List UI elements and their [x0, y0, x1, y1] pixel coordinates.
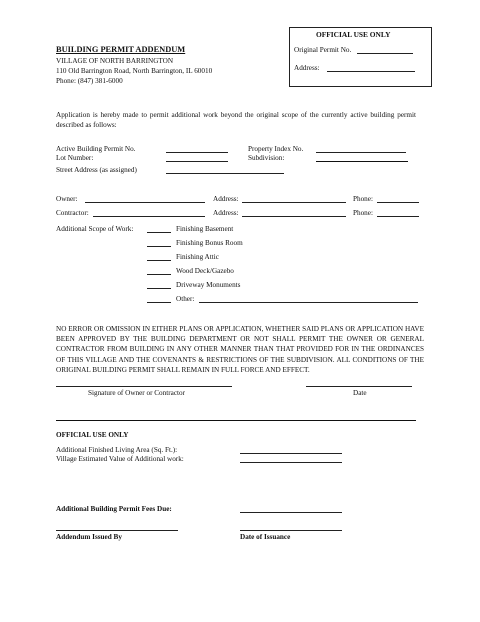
scope-label: Additional Scope of Work: [56, 225, 134, 233]
scope-item-bonus-room: Finishing Bonus Room [176, 239, 243, 247]
signature-date-field[interactable] [306, 386, 412, 387]
estimated-value-label: Village Estimated Value of Additional work: [56, 455, 184, 463]
village-street: 110 Old Barrington Road, North Barrington, IL 60010 [56, 67, 213, 75]
contractor-field[interactable] [93, 216, 205, 217]
contractor-phone-field[interactable] [377, 216, 419, 217]
official-address-label: Address: [294, 64, 320, 72]
issued-by-field[interactable] [56, 530, 178, 531]
owner-field[interactable] [85, 202, 205, 203]
disclaimer-paragraph: NO ERROR OR OMISSION IN EITHER PLANS OR APPLICATION, WHETHER SAID PLANS OR APPLICATION HAVE BEEN APPROVED BY THE BUILDING DEPARTMENT OR NOT SHALL PERMIT THE OWNER OR GENERAL CONTRACTOR FROM BUILDING IN ANY OTHER MANNER THAN THAT PROVIDED FOR IN THE ORDINANCES OF THIS VILLAGE AND THE COVENANTS & RESTRICTIONS OF THE SUBDIVISION. ALL CONDITIONS OF THE ORIGINAL BUILDING PERMIT SHALL REMAIN IN FULL FORCE AND EFFECT. [56, 325, 424, 374]
subdivision-field[interactable] [316, 161, 408, 162]
scope-check-basement[interactable] [147, 232, 171, 233]
street-address-label: Street Address (as assigned) [56, 166, 137, 174]
official-bottom-title: OFFICIAL USE ONLY [56, 431, 129, 439]
owner-phone-field[interactable] [377, 202, 419, 203]
village-name: VILLAGE OF NORTH BARRINGTON [56, 57, 174, 65]
scope-item-attic: Finishing Attic [176, 253, 219, 261]
section-divider [56, 420, 416, 421]
original-permit-label: Original Permit No. [294, 46, 352, 54]
issuance-date-field[interactable] [240, 530, 342, 531]
scope-item-driveway: Driveway Monuments [176, 281, 241, 289]
active-permit-field[interactable] [166, 152, 228, 153]
scope-check-attic[interactable] [147, 260, 171, 261]
subdivision-label: Subdivision: [248, 154, 285, 162]
permit-fees-label: Additional Building Permit Fees Due: [56, 505, 172, 513]
living-area-field[interactable] [240, 453, 342, 454]
owner-address-field[interactable] [242, 202, 346, 203]
contractor-phone-label: Phone: [353, 209, 373, 217]
street-address-field[interactable] [166, 173, 284, 174]
owner-address-label: Address: [213, 195, 239, 203]
signature-date-label: Date [353, 389, 367, 397]
owner-signature-label: Signature of Owner or Contractor [88, 389, 186, 397]
lot-number-label: Lot Number: [56, 154, 94, 162]
contractor-address-field[interactable] [242, 216, 346, 217]
contractor-address-label: Address: [213, 209, 239, 217]
active-permit-label: Active Building Permit No. [56, 145, 136, 153]
official-use-title: OFFICIAL USE ONLY [316, 30, 391, 39]
scope-item-other: Other: [176, 295, 195, 303]
official-address-field[interactable] [327, 71, 415, 72]
scope-check-other[interactable] [147, 302, 171, 303]
owner-signature-field[interactable] [56, 386, 232, 387]
scope-other-field[interactable] [199, 302, 418, 303]
property-index-field[interactable] [316, 152, 406, 153]
village-phone: Phone: (847) 381-6000 [56, 77, 123, 85]
owner-phone-label: Phone: [353, 195, 373, 203]
lot-number-field[interactable] [166, 161, 228, 162]
owner-label: Owner: [56, 195, 78, 203]
scope-check-bonus-room[interactable] [147, 246, 171, 247]
property-index-label: Property Index No. [248, 145, 304, 153]
contractor-label: Contractor: [56, 209, 89, 217]
original-permit-field[interactable] [357, 53, 413, 54]
page-title: BUILDING PERMIT ADDENDUM [56, 45, 186, 54]
estimated-value-field[interactable] [240, 462, 342, 463]
living-area-label: Additional Finished Living Area (Sq. Ft.): [56, 446, 178, 454]
permit-fees-field[interactable] [240, 512, 342, 513]
scope-item-basement: Finishing Basement [176, 225, 234, 233]
scope-item-deck: Wood Deck/Gazebo [176, 267, 234, 275]
issuance-date-label: Date of Issuance [240, 533, 291, 541]
issued-by-label: Addendum Issued By [56, 533, 122, 541]
intro-paragraph: Application is hereby made to permit additional work beyond the original scope of the currently active building permit described as follows: [56, 111, 416, 130]
scope-check-driveway[interactable] [147, 288, 171, 289]
scope-check-deck[interactable] [147, 274, 171, 275]
